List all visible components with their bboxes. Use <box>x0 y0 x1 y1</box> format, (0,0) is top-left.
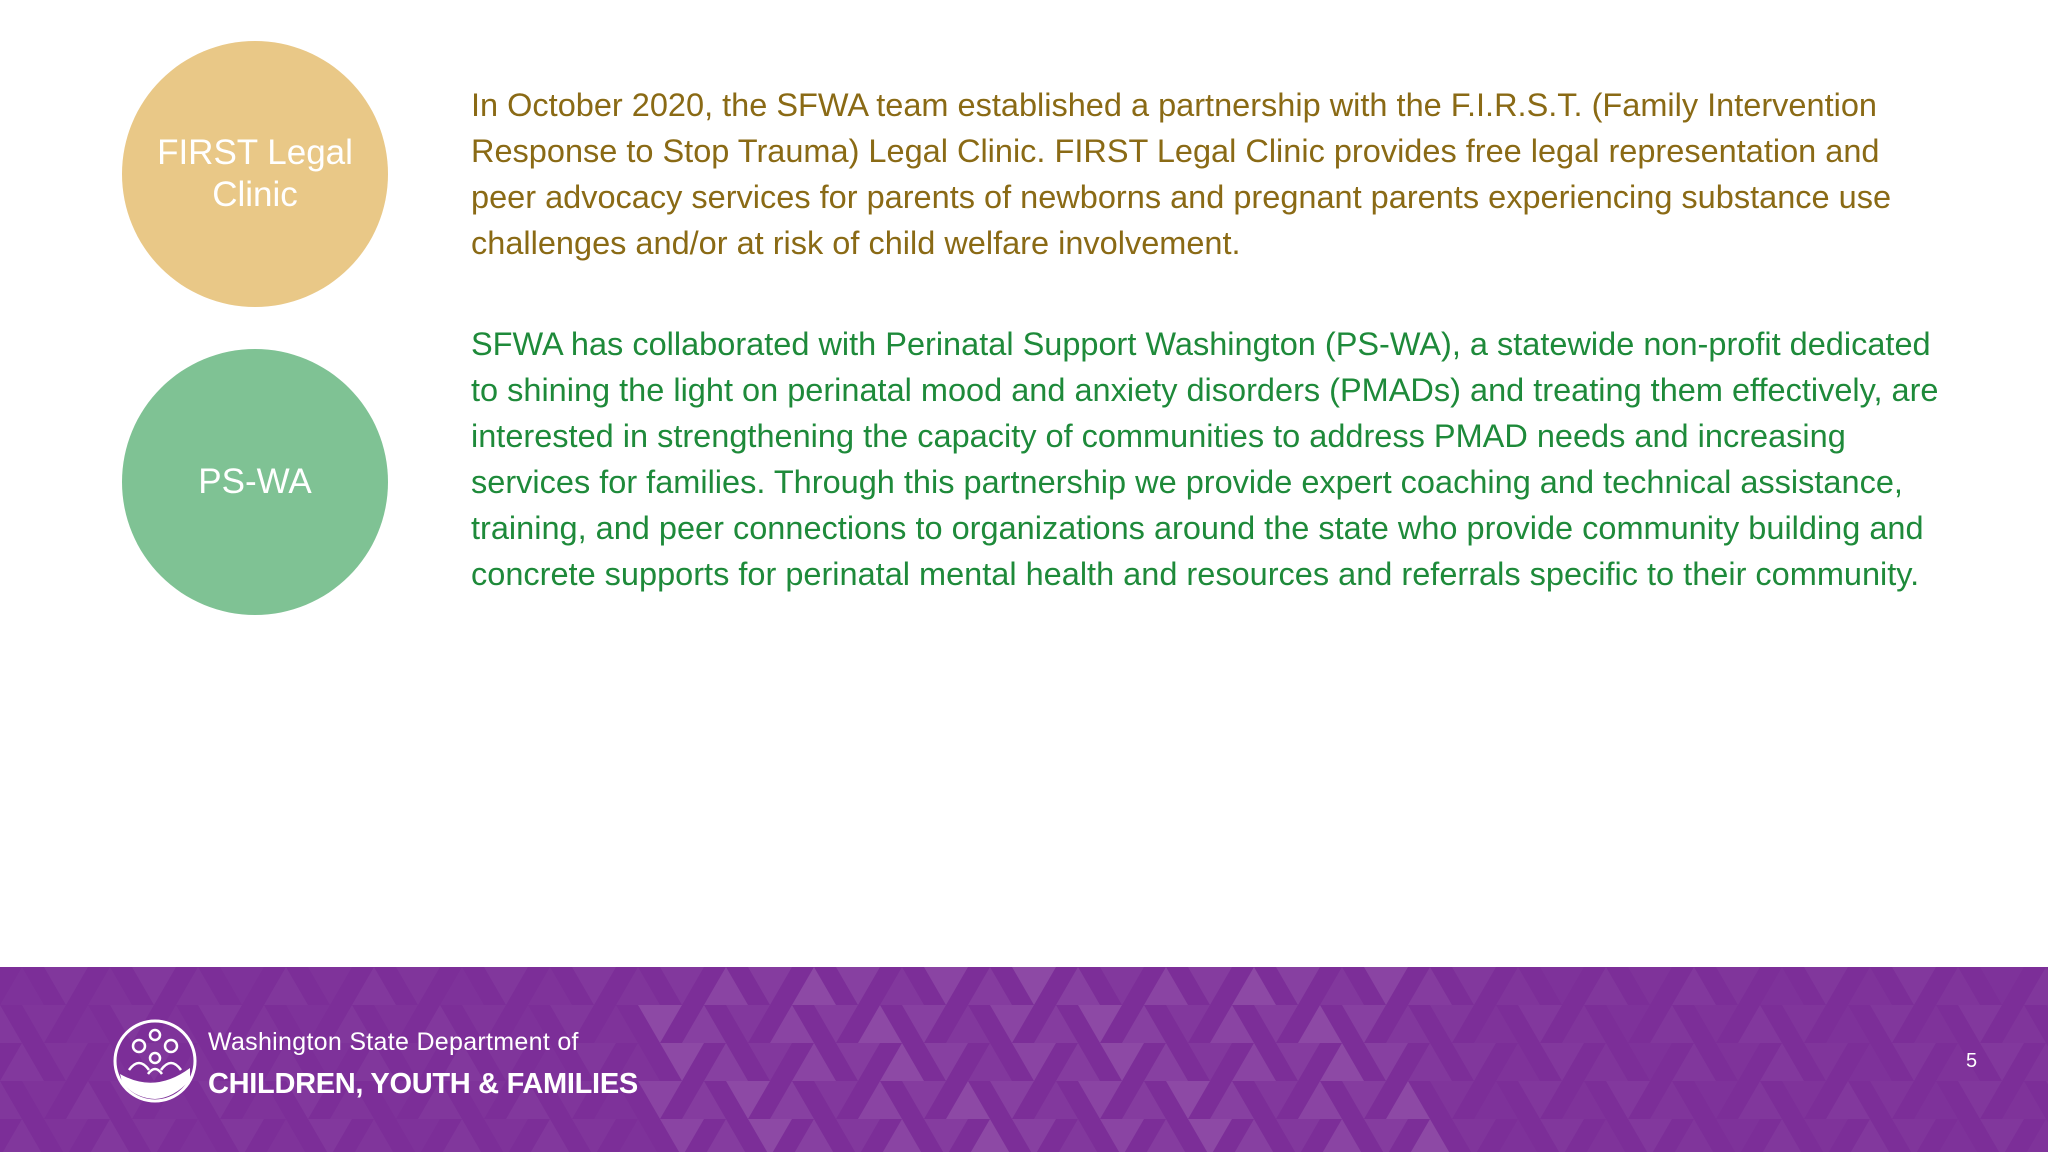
pattern-triangle <box>1804 1119 1848 1152</box>
pattern-triangle <box>22 1081 66 1119</box>
pattern-triangle <box>2024 967 2048 1005</box>
pattern-triangle <box>858 1005 902 1043</box>
pattern-triangle <box>836 1119 880 1152</box>
pattern-triangle <box>1254 1005 1298 1043</box>
pattern-triangle <box>1452 1119 1496 1152</box>
pattern-triangle <box>1232 1043 1276 1081</box>
pattern-triangle <box>1210 1005 1254 1043</box>
pattern-triangle <box>682 1005 726 1043</box>
pattern-triangle <box>1144 967 1188 1005</box>
pattern-triangle <box>308 1119 352 1152</box>
pattern-triangle <box>1892 967 1936 1005</box>
pattern-triangle <box>1892 1119 1936 1152</box>
pattern-triangle <box>1496 1119 1540 1152</box>
pattern-triangle <box>1760 1119 1804 1152</box>
pattern-triangle <box>924 967 968 1005</box>
first-legal-clinic-circle <box>122 41 388 307</box>
pattern-triangle <box>1914 1081 1958 1119</box>
pattern-triangle <box>880 967 924 1005</box>
pattern-triangle <box>814 1081 858 1119</box>
pattern-triangle <box>1672 967 1716 1005</box>
pattern-triangle <box>1980 1043 2024 1081</box>
pattern-triangle <box>1518 1005 1562 1043</box>
first-legal-clinic-description: In October 2020, the SFWA team established a partnership with the F.I.R.S.T. (Family Intervention Response to Stop Trauma) Legal Clinic. FIRST Legal Clinic provides free legal representation and peer advocacy services for parents of newborns and pregnant parents experiencing substance use challenges and/or at risk of child welfare involvement. <box>471 87 1892 261</box>
pattern-triangle <box>748 1119 792 1152</box>
pattern-triangle <box>88 967 132 1005</box>
pattern-triangle <box>572 1119 616 1152</box>
pattern-triangle <box>1980 967 2024 1005</box>
pattern-triangle <box>1320 1119 1364 1152</box>
pattern-triangle <box>1034 1081 1078 1119</box>
first-legal-clinic-label: FIRST Legal Clinic <box>157 133 353 214</box>
pattern-triangle <box>616 1119 660 1152</box>
pattern-triangle <box>1452 967 1496 1005</box>
pattern-triangle <box>1056 1043 1100 1081</box>
pattern-triangle <box>1628 1043 1672 1081</box>
pattern-triangle <box>770 1005 814 1043</box>
pattern-triangle <box>1408 1119 1452 1152</box>
pattern-triangle <box>1342 1081 1386 1119</box>
pattern-triangle <box>572 967 616 1005</box>
pattern-triangle <box>1166 1081 1210 1119</box>
pattern-triangle <box>946 1081 990 1119</box>
pattern-triangle <box>1100 967 1144 1005</box>
pattern-triangle <box>1584 1119 1628 1152</box>
pattern-triangle <box>1760 1043 1804 1081</box>
page-number: 5 <box>1966 1050 1978 1072</box>
pattern-triangle <box>1320 967 1364 1005</box>
pattern-triangle <box>660 967 704 1005</box>
pattern-triangle <box>1100 1119 1144 1152</box>
pattern-triangle <box>1826 1005 1870 1043</box>
pattern-triangle <box>1826 1081 1870 1119</box>
pattern-triangle <box>1716 1119 1760 1152</box>
pattern-triangle <box>1694 1081 1738 1119</box>
pattern-triangle <box>0 1043 44 1081</box>
pattern-triangle <box>1958 1005 2002 1043</box>
pattern-triangle <box>836 967 880 1005</box>
pattern-triangle <box>638 1005 682 1043</box>
agency-name-line1: Washington State Department of <box>208 1028 579 1056</box>
pattern-triangle <box>1738 1081 1782 1119</box>
pattern-triangle <box>968 1043 1012 1081</box>
pattern-triangle <box>1672 1043 1716 1081</box>
pattern-triangle <box>1716 1043 1760 1081</box>
pattern-triangle <box>1298 1081 1342 1119</box>
pattern-triangle <box>1364 1119 1408 1152</box>
pattern-triangle <box>1936 967 1980 1005</box>
pattern-triangle <box>1012 1043 1056 1081</box>
pattern-triangle <box>352 1119 396 1152</box>
pattern-triangle <box>968 967 1012 1005</box>
pattern-triangle <box>484 967 528 1005</box>
pattern-triangle <box>2002 1081 2046 1119</box>
pattern-triangle <box>1034 1005 1078 1043</box>
pattern-triangle <box>1650 1005 1694 1043</box>
pattern-triangle <box>1628 1119 1672 1152</box>
pattern-triangle <box>1474 1081 1518 1119</box>
pattern-triangle <box>66 1081 110 1119</box>
pattern-triangle <box>176 1119 220 1152</box>
pattern-triangle <box>1078 1081 1122 1119</box>
pattern-triangle <box>1936 1119 1980 1152</box>
pattern-triangle <box>638 1081 682 1119</box>
pattern-triangle <box>528 1119 572 1152</box>
pattern-triangle <box>1100 1043 1144 1081</box>
pattern-triangle <box>792 967 836 1005</box>
pattern-triangle <box>946 1005 990 1043</box>
pattern-triangle <box>1276 1119 1320 1152</box>
pattern-triangle <box>0 1119 44 1152</box>
pattern-triangle <box>1650 1081 1694 1119</box>
pattern-triangle <box>44 1043 88 1081</box>
pattern-triangle <box>1342 1005 1386 1043</box>
pattern-triangle <box>1056 1119 1100 1152</box>
pattern-triangle <box>1122 1081 1166 1119</box>
pattern-triangle <box>44 1119 88 1152</box>
pattern-triangle <box>176 967 220 1005</box>
pattern-triangle <box>1298 1005 1342 1043</box>
pattern-triangle <box>1870 1005 1914 1043</box>
triangle-pattern <box>0 967 2048 1152</box>
pattern-triangle <box>44 967 88 1005</box>
pattern-triangle <box>924 1119 968 1152</box>
pattern-triangle <box>1012 967 1056 1005</box>
pattern-triangle <box>902 1081 946 1119</box>
pattern-triangle <box>1254 1081 1298 1119</box>
pattern-triangle <box>1848 1119 1892 1152</box>
pattern-triangle <box>1496 967 1540 1005</box>
pattern-triangle <box>0 1005 22 1043</box>
pattern-triangle <box>528 967 572 1005</box>
pattern-triangle <box>1474 1005 1518 1043</box>
pattern-triangle <box>616 967 660 1005</box>
pattern-triangle <box>1188 1043 1232 1081</box>
pattern-triangle <box>1408 967 1452 1005</box>
pattern-triangle <box>924 1043 968 1081</box>
pattern-triangle <box>264 1119 308 1152</box>
pattern-triangle <box>1562 1081 1606 1119</box>
pattern-triangle <box>902 1005 946 1043</box>
pattern-triangle <box>1144 1119 1188 1152</box>
pattern-triangle <box>1078 1005 1122 1043</box>
pattern-triangle <box>1694 1005 1738 1043</box>
pattern-triangle <box>1716 967 1760 1005</box>
pattern-triangle <box>704 1119 748 1152</box>
pattern-triangle <box>1166 1005 1210 1043</box>
pattern-triangle <box>990 1081 1034 1119</box>
pattern-triangle <box>748 1043 792 1081</box>
pattern-triangle <box>1320 1043 1364 1081</box>
pattern-triangle <box>968 1119 1012 1152</box>
pattern-triangle <box>1364 1043 1408 1081</box>
pattern-triangle <box>990 1005 1034 1043</box>
pattern-triangle <box>308 967 352 1005</box>
pattern-triangle <box>66 1005 110 1043</box>
pattern-triangle <box>1606 1081 1650 1119</box>
pswa-label: PS-WA <box>198 462 312 501</box>
pattern-triangle <box>132 967 176 1005</box>
pattern-triangle <box>1914 1005 1958 1043</box>
pattern-triangle <box>704 967 748 1005</box>
pattern-triangle <box>726 1005 770 1043</box>
pattern-triangle <box>1804 1043 1848 1081</box>
pattern-triangle <box>1760 967 1804 1005</box>
pattern-triangle <box>1980 1119 2024 1152</box>
pattern-triangle <box>1452 1043 1496 1081</box>
pattern-triangle <box>1364 967 1408 1005</box>
pattern-triangle <box>1210 1081 1254 1119</box>
pattern-triangle <box>1012 1119 1056 1152</box>
footer-band <box>0 967 2048 1152</box>
pattern-triangle <box>880 1043 924 1081</box>
pattern-triangle <box>1056 967 1100 1005</box>
pattern-triangle <box>440 1119 484 1152</box>
pattern-triangle <box>748 967 792 1005</box>
pattern-triangle <box>770 1081 814 1119</box>
pattern-triangle <box>1584 1043 1628 1081</box>
pattern-triangle <box>1496 1043 1540 1081</box>
pattern-triangle <box>594 1005 638 1043</box>
pattern-triangle <box>1430 1005 1474 1043</box>
pattern-triangle <box>704 1043 748 1081</box>
pattern-triangle <box>2024 1043 2048 1081</box>
pattern-triangle <box>682 1081 726 1119</box>
pattern-triangle <box>1276 1043 1320 1081</box>
pattern-triangle <box>726 1081 770 1119</box>
pattern-triangle <box>264 967 308 1005</box>
pattern-triangle <box>1584 967 1628 1005</box>
pattern-triangle <box>0 967 44 1005</box>
pattern-triangle <box>1892 1043 1936 1081</box>
pattern-triangle <box>1276 967 1320 1005</box>
pattern-triangle <box>1804 967 1848 1005</box>
pattern-triangle <box>2024 1119 2048 1152</box>
pattern-triangle <box>1386 1081 1430 1119</box>
pattern-triangle <box>1848 1043 1892 1081</box>
pswa-description: SFWA has collaborated with Perinatal Support Washington (PS-WA), a statewide non-profit dedicated to shining the light on perinatal mood and anxiety disorders (PMADs) and treating them effectively, are interested in strengthening the capacity of communities to address PMAD needs and increasing services for families. Through this partnership we provide expert coaching and technical assistance, training, and peer connections to organizations around the state who provide community building and concrete supports for perinatal mental health and resources and referrals specific to their community. <box>471 326 1939 592</box>
pattern-triangle <box>1848 967 1892 1005</box>
pattern-triangle <box>660 1043 704 1081</box>
pattern-triangle <box>836 1043 880 1081</box>
pattern-triangle <box>1144 1043 1188 1081</box>
family-logo-icon <box>112 1018 198 1104</box>
pattern-triangle <box>220 967 264 1005</box>
pattern-triangle <box>1738 1005 1782 1043</box>
agency-name-line2: CHILDREN, YOUTH & FAMILIES <box>208 1068 638 1100</box>
pattern-triangle <box>1518 1081 1562 1119</box>
pattern-triangle <box>440 967 484 1005</box>
pattern-triangle <box>220 1119 264 1152</box>
pattern-triangle <box>660 1119 704 1152</box>
pattern-triangle <box>1408 1043 1452 1081</box>
pattern-triangle <box>880 1119 924 1152</box>
pattern-triangle <box>1606 1005 1650 1043</box>
pattern-triangle <box>1232 967 1276 1005</box>
pattern-triangle <box>1782 1005 1826 1043</box>
pattern-triangle <box>1958 1081 2002 1119</box>
pattern-triangle <box>1628 967 1672 1005</box>
pattern-triangle <box>2002 1005 2046 1043</box>
pattern-triangle <box>858 1081 902 1119</box>
pattern-triangle <box>1562 1005 1606 1043</box>
pattern-triangle <box>1232 1119 1276 1152</box>
pattern-triangle <box>1188 967 1232 1005</box>
pattern-triangle <box>352 967 396 1005</box>
pattern-triangle <box>88 1119 132 1152</box>
pattern-triangle <box>1782 1081 1826 1119</box>
pattern-triangle <box>22 1005 66 1043</box>
pattern-triangle <box>1430 1081 1474 1119</box>
pattern-triangle <box>0 1081 22 1119</box>
pattern-triangle <box>396 967 440 1005</box>
pswa-circle <box>122 349 388 615</box>
pattern-triangle <box>1672 1119 1716 1152</box>
pattern-triangle <box>1188 1119 1232 1152</box>
pattern-triangle <box>792 1043 836 1081</box>
pattern-triangle <box>396 1119 440 1152</box>
pattern-triangle <box>1540 1119 1584 1152</box>
pattern-triangle <box>1122 1005 1166 1043</box>
pattern-triangle <box>814 1005 858 1043</box>
pattern-triangle <box>1540 1043 1584 1081</box>
pattern-triangle <box>792 1119 836 1152</box>
pattern-triangle <box>1870 1081 1914 1119</box>
pattern-triangle <box>1386 1005 1430 1043</box>
pattern-triangle <box>484 1119 528 1152</box>
pattern-triangle <box>132 1119 176 1152</box>
pattern-triangle <box>1540 967 1584 1005</box>
